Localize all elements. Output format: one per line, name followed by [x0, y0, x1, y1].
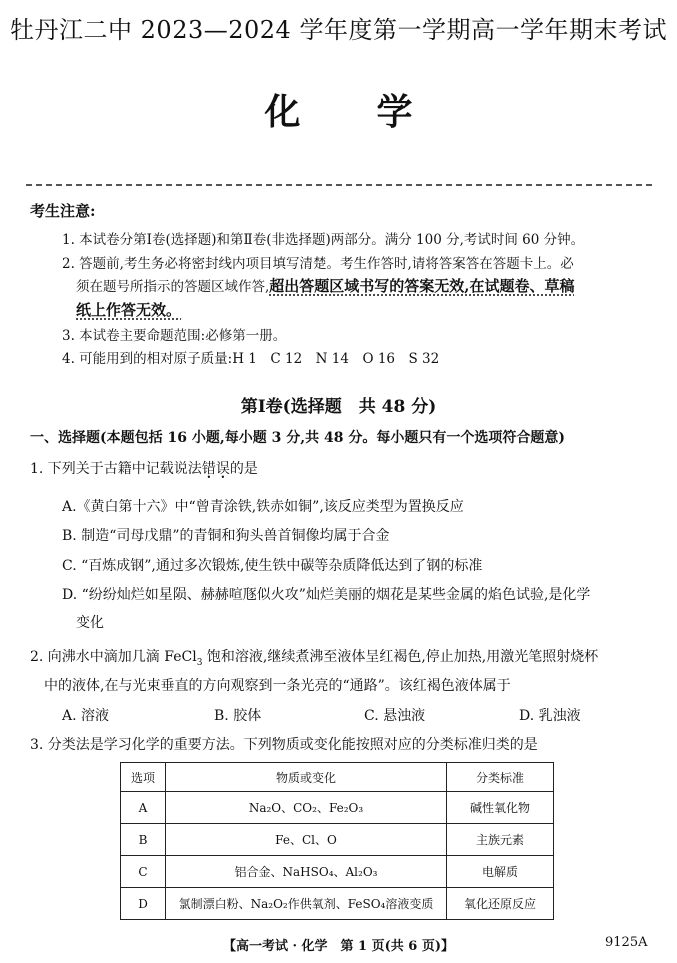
notice-item-2-line-3: 纸上作答无效。 [76, 301, 182, 319]
table-cell-substance: Fe、Cl、O [166, 824, 447, 856]
table-cell-standard: 电解质 [447, 856, 554, 888]
table-cell-option: C [121, 856, 166, 888]
table-row [121, 824, 554, 856]
subject-char-1: 化 [264, 91, 301, 133]
q1-option-a: A.《黄白第十六》中“曾青涂铁,铁赤如铜”,该反应类型为置换反应 [62, 499, 464, 515]
q2-subscript: 3 [196, 657, 203, 668]
table-cell-standard: 氧化还原反应 [447, 888, 554, 920]
q2-stem-text-b: 饱和溶液,继续煮沸至液体呈红褐色,停止加热,用激光笔照射烧杯 [202, 649, 599, 665]
subject-char-2: 学 [376, 91, 413, 133]
table-header-standard: 分类标准 [447, 763, 554, 792]
q2-option-c: C. 悬浊液 [364, 708, 426, 724]
table-cell-substance: 铝合金、NaHSO₄、Al₂O₃ [166, 856, 447, 888]
classification-table [120, 762, 554, 920]
q2-option-d: D. 乳浊液 [519, 708, 581, 724]
section-title: 第Ⅰ卷(选择题 共 48 分) [240, 397, 437, 417]
section-instruction: 一、选择题(本题包括 16 小题,每小题 3 分,共 48 分。每小题只有一个选项符合题意) [30, 430, 565, 446]
notice-item-2-line-2 [76, 275, 575, 296]
paper-code: 9125A [605, 935, 648, 950]
q1-option-d-line-1: D. “纷纷灿烂如星陨、赫赫喧豗似火攻”灿烂美丽的烟花是某些金属的焰色试验,是化学 [62, 587, 591, 603]
q1-emphasis-char-1: 错 [201, 461, 216, 477]
table-cell-option: D [121, 888, 166, 920]
q1-stem [30, 458, 258, 478]
table-row [121, 792, 554, 824]
table-row [121, 888, 554, 920]
q2-stem-line-1 [30, 646, 598, 668]
header-divider [26, 184, 652, 186]
table-cell-option: B [121, 824, 166, 856]
q2-stem-line-2: 中的液体,在与光束垂直的方向观察到一条光亮的“通路”。该红褐色液体属于 [44, 678, 511, 694]
notice-item-1: 1. 本试卷分第Ⅰ卷(选择题)和第Ⅱ卷(非选择题)两部分。满分 100 分,考试时间 60 分钟。 [62, 232, 585, 248]
table-cell-substance: Na₂O、CO₂、Fe₂O₃ [166, 792, 447, 824]
table-cell-standard: 主族元素 [447, 824, 554, 856]
page-footer: 【高一考试 · 化学 第 1 页(共 6 页)】 [222, 939, 455, 954]
table-row [121, 856, 554, 888]
notice-item-2-line-1: 2. 答题前,考生务必将密封线内项目填写清楚。考生作答时,请将答案答在答题卡上。必 [62, 256, 574, 272]
table-cell-standard: 碱性氧化物 [447, 792, 554, 824]
notice-item-3: 3. 本试卷主要命题范围:必修第一册。 [62, 328, 287, 344]
q1-stem-text: 1. 下列关于古籍中记载说法 [30, 461, 202, 477]
q3-stem: 3. 分类法是学习化学的重要方法。下列物质或变化能按照对应的分类标准归类的是 [30, 737, 538, 753]
q1-stem-end: 的是 [229, 461, 258, 477]
q2-option-a: A. 溶液 [62, 708, 110, 724]
notice-item-4: 4. 可能用到的相对原子质量:H 1 C 12 N 14 O 16 S 32 [62, 351, 440, 367]
q2-stem-text-a: 2. 向沸水中滴加几滴 FeCl [30, 649, 197, 665]
notice-item-2-text: 须在题号所指示的答题区域作答, [76, 279, 270, 295]
table-cell-option: A [121, 792, 166, 824]
notice-heading: 考生注意: [30, 202, 96, 220]
q2-option-b: B. 胶体 [214, 708, 262, 724]
q1-emphasis-char-2: 误 [215, 461, 230, 477]
subject-title [0, 84, 677, 135]
table-header-substance: 物质或变化 [166, 763, 447, 792]
table-header-option: 选项 [121, 763, 166, 792]
q1-option-d-line-2: 变化 [76, 615, 104, 631]
q1-option-b: B. 制造“司母戊鼎”的青铜和狗头兽首铜像均属于合金 [62, 528, 390, 544]
notice-item-2-emphasis: 超出答题区域书写的答案无效,在试题卷、草稿 [269, 277, 575, 295]
table-header-row [121, 763, 554, 792]
exam-title: 牡丹江二中 2023—2024 学年度第一学期高一学年期末考试 [10, 16, 667, 44]
table-cell-substance: 氯制漂白粉、Na₂O₂作供氧剂、FeSO₄溶液变质 [166, 888, 447, 920]
q1-option-c: C. “百炼成钢”,通过多次锻炼,使生铁中碳等杂质降低达到了钢的标准 [62, 558, 483, 574]
